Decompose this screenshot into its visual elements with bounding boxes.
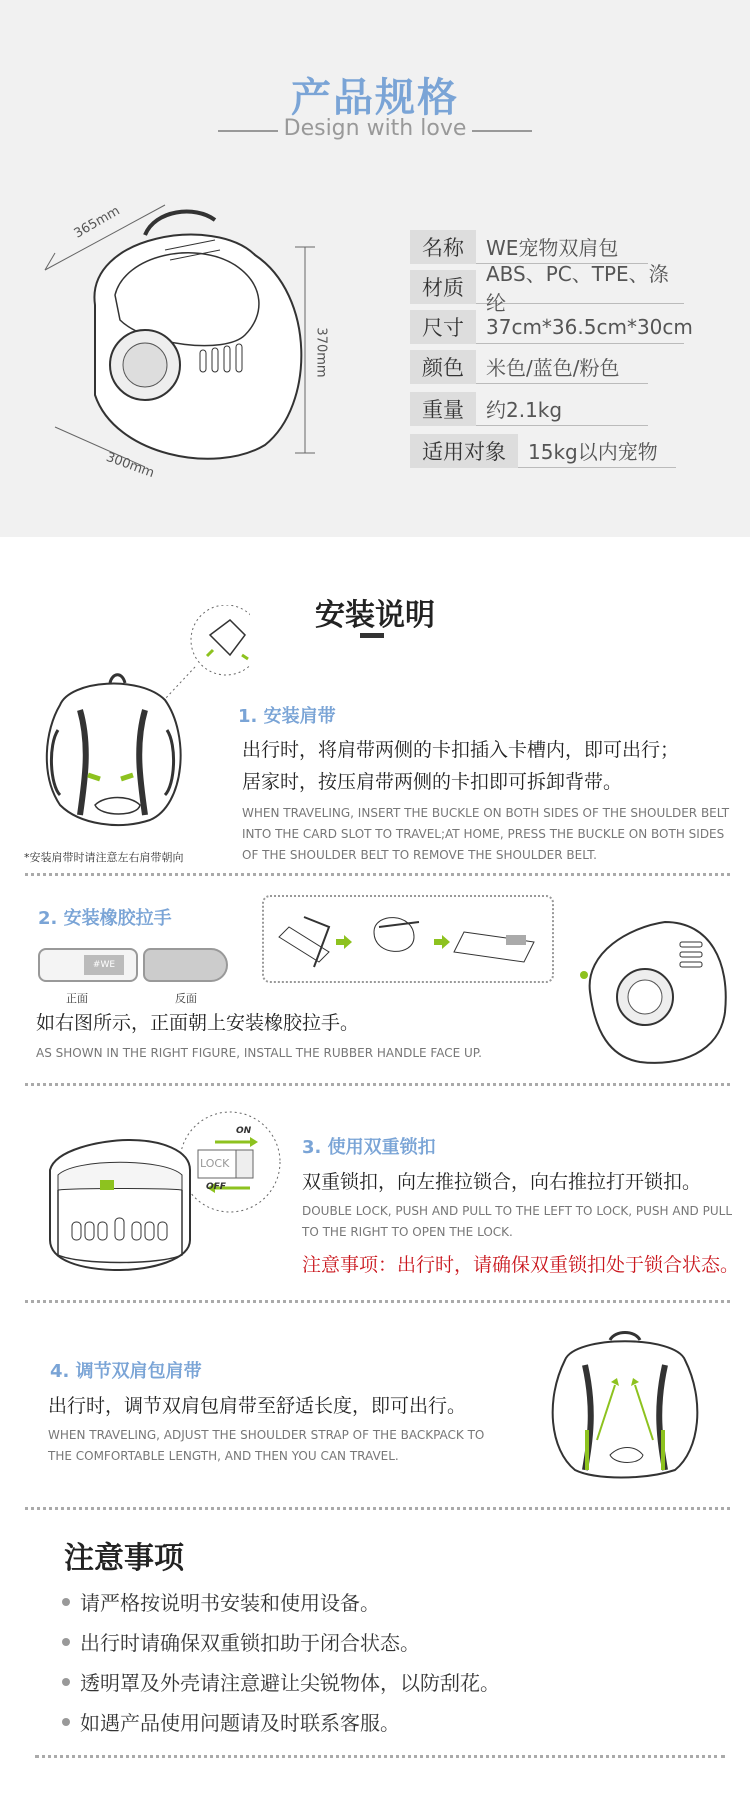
- lock-on-label: ON: [236, 1126, 252, 1136]
- step4-text: 出行时，调节双肩包肩带至舒适长度，即可出行。: [48, 1395, 467, 1417]
- dimension-width: 365mm: [71, 203, 123, 242]
- note-text: 透明罩及外壳请注意避让尖锐物体，以防刮花。: [80, 1671, 500, 1695]
- brand-tag: #WE: [84, 955, 124, 975]
- notes-title: 注意事项: [64, 1541, 184, 1576]
- spec-value: WE宠物双肩包: [476, 230, 648, 264]
- note-text: 请严格按说明书安装和使用设备。: [80, 1591, 380, 1615]
- step3-text: 双重锁扣，向左推拉锁合，向右推拉打开锁扣。: [302, 1171, 702, 1193]
- spec-value: 37cm*36.5cm*30cm: [476, 310, 684, 344]
- spec-value: 15kg以内宠物: [518, 434, 676, 468]
- bullet-icon: [62, 1638, 70, 1646]
- handle-back: [143, 948, 228, 982]
- note-item: [62, 1707, 400, 1736]
- handle-front: [38, 948, 138, 982]
- step3-warning: 注意事项：出行时，请确保双重锁扣处于锁合状态。: [302, 1254, 740, 1276]
- spec-row: [410, 261, 684, 315]
- handle-install-steps: [262, 895, 554, 983]
- handle-install-illustration: [264, 897, 552, 981]
- backpack-lock-illustration: [40, 1110, 290, 1280]
- step3-english: DOUBLE LOCK, PUSH AND PULL TO THE LEFT TO LOCK, PUSH AND PULL TO THE RIGHT TO OPEN THE LOCK.: [302, 1204, 733, 1239]
- spec-label: 尺寸: [410, 310, 476, 344]
- backpack-dimension-drawing: [25, 195, 345, 485]
- title-underline: [360, 633, 384, 638]
- note-item: [62, 1627, 420, 1656]
- dotted-divider: [25, 1300, 730, 1303]
- bullet-icon: [62, 1678, 70, 1686]
- dotted-divider: [35, 1755, 725, 1758]
- install-title: 安装说明: [315, 598, 435, 633]
- spec-value: ABS、PC、TPE、涤纶: [476, 270, 684, 304]
- handle-front-label: 正面: [66, 992, 88, 1005]
- dotted-divider: [25, 1507, 730, 1510]
- note-item: [62, 1667, 500, 1696]
- spec-label: 名称: [410, 230, 476, 264]
- step4-title: 4. 调节双肩包肩带: [50, 1361, 202, 1382]
- spec-row: [410, 308, 693, 346]
- spec-subtitle: Design with love: [283, 116, 467, 141]
- backpack-strap-illustration: [30, 605, 250, 835]
- dimension-depth: 300mm: [103, 449, 157, 482]
- note-text: 如遇产品使用问题请及时联系客服。: [80, 1711, 400, 1735]
- divider: [472, 130, 532, 132]
- step1-title: 1. 安装肩带: [238, 706, 336, 727]
- spec-row: [410, 432, 676, 470]
- step2-text: 如右图所示，正面朝上安装橡胶拉手。: [36, 1012, 360, 1034]
- backpack-side-illustration: [570, 912, 735, 1072]
- note-text: 出行时请确保双重锁扣助于闭合状态。: [80, 1631, 420, 1655]
- spec-label: 重量: [410, 392, 476, 426]
- spec-label: 适用对象: [410, 434, 518, 468]
- dotted-divider: [25, 1083, 730, 1086]
- note-item: [62, 1587, 380, 1616]
- spec-value: 米色/蓝色/粉色: [476, 350, 648, 384]
- step2-english: AS SHOWN IN THE RIGHT FIGURE, INSTALL THE RUBBER HANDLE FACE UP.: [36, 1046, 482, 1060]
- handle-back-label: 反面: [175, 992, 197, 1005]
- spec-label: 颜色: [410, 350, 476, 384]
- lock-off-label: OFF: [206, 1182, 226, 1192]
- bullet-icon: [62, 1718, 70, 1726]
- spec-label: 材质: [410, 270, 476, 304]
- strap-note: *安装肩带时请注意左右肩带朝向: [24, 851, 184, 864]
- spec-row: [410, 348, 648, 386]
- backpack-adjust-illustration: [535, 1320, 715, 1480]
- step2-title: 2. 安装橡胶拉手: [38, 908, 172, 929]
- step1-english: WHEN TRAVELING, INSERT THE BUCKLE ON BOTH SIDES OF THE SHOULDER BELT INTO THE CARD SLOT TO TRAVEL;AT HOME, PRESS THE BUCKLE ON BOTH SIDES OF THE SHOULDER BELT TO REMOVE THE SHOULDER BELT.: [242, 806, 730, 862]
- spec-value: 约2.1kg: [476, 392, 648, 426]
- dotted-divider: [25, 873, 730, 876]
- step3-title: 3. 使用双重锁扣: [302, 1137, 436, 1158]
- spec-title: 产品规格: [291, 75, 459, 121]
- bullet-icon: [62, 1598, 70, 1606]
- step1-text-2: 居家时，按压肩带两侧的卡扣即可拆卸背带。: [242, 771, 623, 793]
- spec-row: [410, 390, 648, 428]
- step4-english: WHEN TRAVELING, ADJUST THE SHOULDER STRAP OF THE BACKPACK TO THE COMFORTABLE LENGTH, AND THEN YOU CAN TRAVEL.: [48, 1428, 485, 1463]
- lock-label: LOCK: [200, 1157, 230, 1170]
- step1-text-1: 出行时，将肩带两侧的卡扣插入卡槽内，即可出行；: [242, 739, 680, 761]
- spec-section: [0, 0, 750, 537]
- dimension-height: 370mm: [313, 327, 329, 378]
